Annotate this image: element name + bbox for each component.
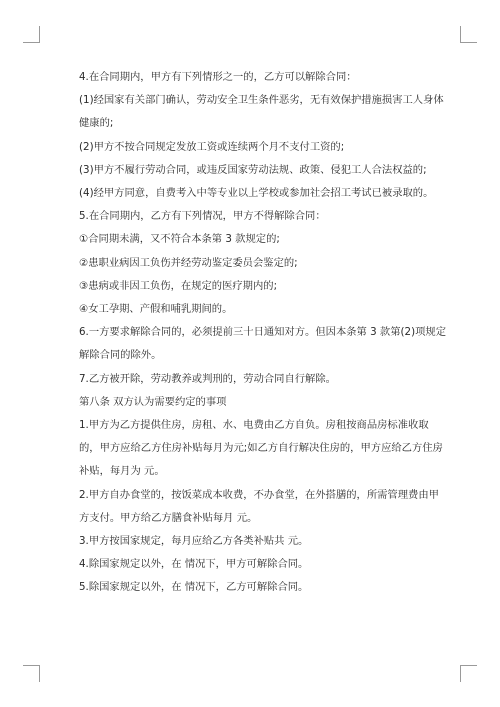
paragraph: 2.甲方自办食堂的，按饭菜成本收费，不办食堂，在外搭膳的，所需管理费由甲方支付。甲方给乙方膳食补贴每月 元。 xyxy=(79,488,439,524)
paragraph: ④女工孕期、产假和哺乳期间的。 xyxy=(79,303,233,316)
paragraph: (4)经甲方同意，自费考入中等专业以上学校或参加社会招工考试已被录取的。 xyxy=(79,187,434,200)
paragraph: 5.在合同期内，乙方有下列情况，甲方不得解除合同： xyxy=(79,210,326,223)
paragraph: 4.除国家规定以外，在 情况下，甲方可解除合同。 xyxy=(79,558,309,571)
paragraph: (1)经国家有关部门确认，劳动安全卫生条件恶劣，无有效保护措施损害工人身体健康的; xyxy=(79,94,444,130)
crop-mark-bottom-left xyxy=(23,665,40,682)
paragraph: ②患职业病因工负伤并经劳动鉴定委员会鉴定的; xyxy=(79,256,298,269)
crop-mark-bottom-right xyxy=(460,665,477,682)
paragraph: 7.乙方被开除，劳动教养或判刑的，劳动合同自行解除。 xyxy=(79,372,336,385)
paragraph: ③患病或非因工负伤，在规定的医疗期内的; xyxy=(79,279,278,292)
paragraph: 5.除国家规定以外，在 情况下，乙方可解除合同。 xyxy=(79,581,309,594)
crop-mark-top-left xyxy=(23,26,40,43)
paragraph: ①合同期未满，又不符合本条第 3 款规定的; xyxy=(79,233,280,246)
document-body xyxy=(79,66,449,600)
paragraph: (2)甲方不按合同规定发放工资或连续两个月不支付工资的; xyxy=(79,140,345,153)
paragraph: 3.甲方按国家规定，每月应给乙方各类补贴共 元。 xyxy=(79,535,309,548)
paragraph: 4.在合同期内，甲方有下列情形之一的，乙方可以解除合同： xyxy=(79,71,357,83)
paragraph: 1.甲方为乙方提供住房，房租、水、电费由乙方自负。房租按商品房标准收取的，甲方应给乙方住房补贴每月为元;如乙方自行解决住房的，甲方应给乙方住房补贴，每月为 元。 xyxy=(79,419,443,478)
paragraph: 6.一方要求解除合同的，必须提前三十日通知对方。但因本条第 3 款第(2)项规定解除合同的除外。 xyxy=(79,326,447,362)
crop-mark-top-right xyxy=(460,26,477,43)
section-heading: 第八条 双方认为需要约定的事项 xyxy=(79,395,227,408)
paragraph: (3)甲方不履行劳动合同，或违反国家劳动法规、政策、侵犯工人合法权益的; xyxy=(79,163,427,176)
